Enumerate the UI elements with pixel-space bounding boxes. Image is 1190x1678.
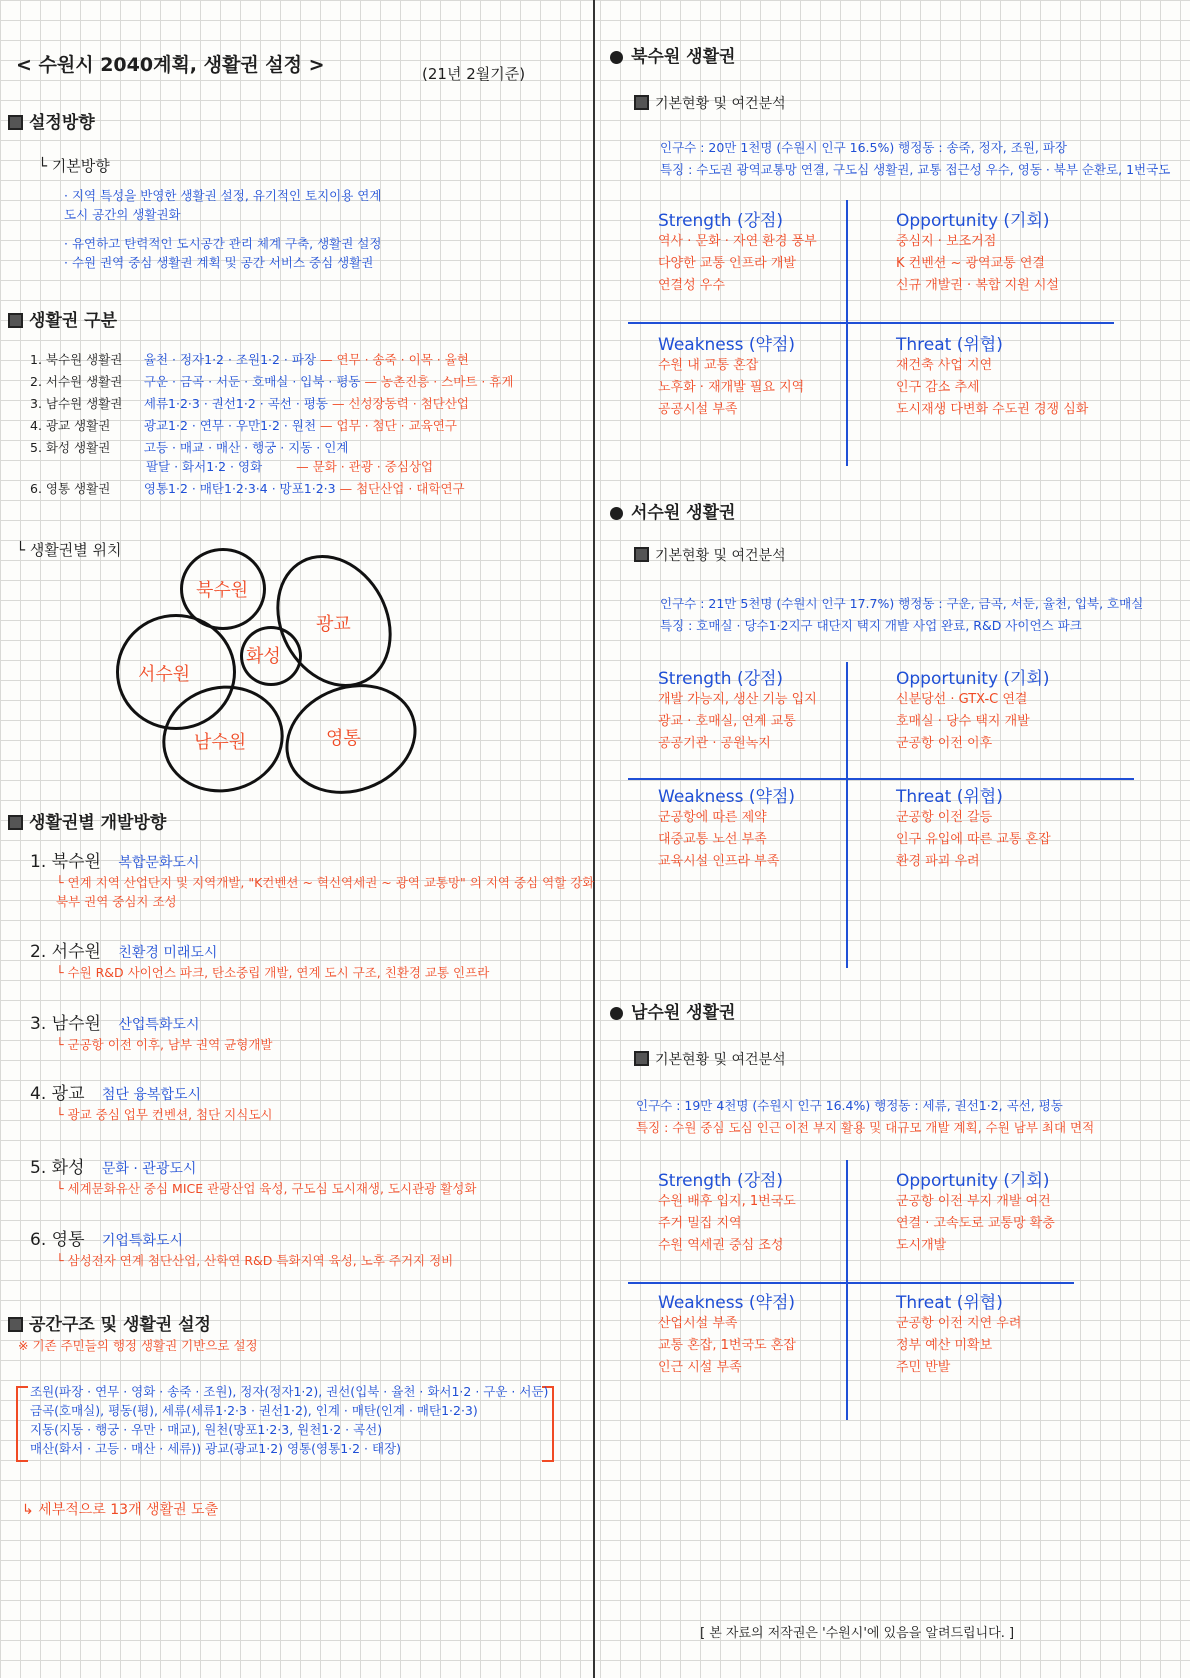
swot-threat: Threat (위협) 군공항 이전 갈등 인구 유입에 따른 교통 혼잡 환경 파괴 우려 bbox=[896, 787, 1051, 869]
region-title-seowon: 서수원 생활권 bbox=[610, 498, 735, 523]
spatial-line: 금곡(호매실), 평동(평), 세류(세류1·2·3 · 권선1·2), 인계 · 매탄(인계 · 매탄1·2·3) bbox=[30, 1403, 478, 1418]
swot-strength: Strength (강점) 수원 배후 입지, 1번국도 주거 밀집 지역 수원 역세권 중심 조성 bbox=[658, 1171, 796, 1253]
area-label: 화성 bbox=[246, 646, 281, 667]
division-row: 2. 서수원 생활권 구운 · 금곡 · 서둔 · 호매실 · 입북 · 평동 — 농촌진흥 · 스마트 · 휴게 bbox=[30, 374, 514, 389]
development-item: 6. 영통 기업특화도시 └ 삼성전자 연계 첨단산업, 산학연 R&D 특화지역 육성, 노후 주거지 정비 bbox=[30, 1230, 454, 1268]
swot-axis-horizontal bbox=[628, 1282, 1074, 1284]
development-list bbox=[30, 852, 595, 1290]
region-sub: 기본현황 및 여건분석 bbox=[634, 546, 786, 566]
spatial-result: ↳ 세부적으로 13개 생활권 도출 bbox=[22, 1502, 219, 1518]
development-item: 5. 화성 문화 · 관광도시 └ 세계문화유산 중심 MICE 관광산업 육성, 구도심 도시재생, 도시관광 활성화 bbox=[30, 1158, 477, 1196]
region-info: 특징 : 수원 중심 도심 인근 이전 부지 활용 및 대규모 개발 계획, 수원 남부 최대 면적 bbox=[636, 1120, 1095, 1135]
region-title-bukwon: 북수원 생활권 bbox=[610, 42, 735, 67]
swot-opportunity: Opportunity (기회) 중심지 · 보조거점 K 컨벤션 ~ 광역교통 연결 신규 개발권 · 복합 지원 시설 bbox=[896, 211, 1059, 293]
bullet-icon bbox=[610, 507, 623, 520]
area-label: 영통 bbox=[326, 728, 361, 749]
section-heading-division: 생활권 구분 bbox=[8, 306, 117, 331]
region-sub: 기본현황 및 여건분석 bbox=[634, 1050, 786, 1070]
spatial-line: 지동(지동 · 행궁 · 우만 · 매교), 원천(망포1·2·3, 원천1·2 · 곡선) bbox=[30, 1422, 383, 1437]
bullet-icon bbox=[610, 51, 623, 64]
bullet-icon bbox=[610, 1007, 623, 1020]
page-divider bbox=[593, 0, 595, 1678]
development-item: 3. 남수원 산업특화도시 └ 군공항 이전 이후, 남부 권역 균형개발 bbox=[30, 1014, 273, 1052]
direction-line: 도시 공간의 생활권화 bbox=[64, 207, 181, 222]
swot-threat: Threat (위협) 재건축 사업 지연 인구 감소 추세 도시재생 다변화 수도권 경쟁 심화 bbox=[896, 335, 1089, 417]
division-list bbox=[30, 350, 590, 498]
development-item: 2. 서수원 친환경 미래도시 └ 수원 R&D 사이언스 파크, 탄소중립 개발, 연계 도시 구조, 친환경 교통 인프라 bbox=[30, 942, 490, 980]
development-item: 1. 북수원 복합문화도시 └ 연계 지역 산업단지 및 지역개발, "K컨벤션 ~ 혁신역세권 ~ 광역 교통망" 의 지역 중심 역할 강화 북부 권역 중심지 조성 bbox=[30, 852, 595, 909]
swot-weakness: Weakness (약점) 산업시설 부족 교통 혼잡, 1번국도 혼잡 인근 시설 부족 bbox=[658, 1293, 796, 1375]
region-title-namwon: 남수원 생활권 bbox=[610, 998, 735, 1023]
page-title: < 수원시 2040계획, 생활권 설정 > bbox=[16, 54, 325, 76]
region-info: 인구수 : 21만 5천명 (수원시 인구 17.7%) 행정동 : 구운, 금곡, 서둔, 율천, 입북, 호매실 bbox=[660, 596, 1144, 611]
region-info: 인구수 : 19만 4천명 (수원시 인구 16.4%) 행정동 : 세류, 권선1·2, 곡선, 평동 bbox=[636, 1098, 1063, 1113]
swot-weakness: Weakness (약점) 수원 내 교통 혼잡 노후화 · 재개발 필요 지역 공공시설 부족 bbox=[658, 335, 805, 417]
checkbox-icon bbox=[634, 1051, 649, 1066]
copyright-footer: [ 본 자료의 저작권은 '수원시'에 있음을 알려드립니다. ] bbox=[700, 1626, 1015, 1641]
swot-axis-horizontal bbox=[628, 322, 1114, 324]
spatial-line: 조원(파장 · 연무 · 영화 · 송죽 · 조원), 정자(정자1·2), 권선(입북 · 율천 · 화서1·2 · 구운 · 서둔) bbox=[30, 1384, 549, 1399]
section-heading-spatial: 공간구조 및 생활권 설정 bbox=[8, 1310, 211, 1335]
subheading-location: └ 생활권별 위치 bbox=[16, 541, 122, 559]
direction-line: · 수원 권역 중심 생활권 계획 및 공간 서비스 중심 생활권 bbox=[64, 255, 374, 270]
swot-strength: Strength (강점) 개발 가능지, 생산 기능 입지 광교 · 호매실, 연계 교통 공공기관 · 공원녹지 bbox=[658, 669, 817, 751]
spatial-lines bbox=[30, 1382, 548, 1458]
area-label: 광교 bbox=[316, 614, 351, 635]
checkbox-icon bbox=[8, 313, 23, 328]
checkbox-icon bbox=[8, 1317, 23, 1332]
area-label: 서수원 bbox=[138, 664, 191, 685]
direction-lines bbox=[64, 186, 381, 272]
area-label: 북수원 bbox=[196, 580, 249, 601]
area-label: 남수원 bbox=[194, 732, 247, 753]
direction-line: · 지역 특성을 반영한 생활권 설정, 유기적인 토지이용 연계 bbox=[64, 188, 382, 203]
direction-line: · 유연하고 탄력적인 도시공간 관리 체계 구축, 생활권 설정 bbox=[64, 236, 382, 251]
checkbox-icon bbox=[8, 115, 23, 130]
division-row: 5. 화성 생활권 고등 · 매교 · 매산 · 행궁 · 지동 · 인계 bbox=[30, 440, 349, 455]
swot-axis-vertical bbox=[846, 662, 848, 968]
division-row: 1. 북수원 생활권 율천 · 정자1·2 · 조원1·2 · 파장 — 연무 · 송죽 · 이목 · 율현 bbox=[30, 352, 469, 367]
swot-opportunity: Opportunity (기회) 군공항 이전 부지 개발 여건 연결 · 고속도로 교통망 확충 도시개발 bbox=[896, 1171, 1055, 1253]
swot-threat: Threat (위협) 군공항 이전 지연 우려 정부 예산 미확보 주민 반발 bbox=[896, 1293, 1022, 1375]
region-info: 특징 : 수도권 광역교통망 연결, 구도심 생활권, 교통 접근성 우수, 영동 · 북부 순환로, 1번국도 bbox=[660, 162, 1171, 177]
division-row: 3. 남수원 생활권 세류1·2·3 · 권선1·2 · 곡선 · 평동 — 신성장동력 · 첨단산업 bbox=[30, 396, 470, 411]
swot-axis-horizontal bbox=[628, 778, 1134, 780]
swot-strength: Strength (강점) 역사 · 문화 · 자연 환경 풍부 다양한 교통 인프라 개발 연결성 우수 bbox=[658, 211, 817, 293]
spatial-line: 매산(화서 · 고등 · 매산 · 세류)) 광교(광교1·2) 영통(영통1·2 · 태장) bbox=[30, 1441, 402, 1456]
division-row: 6. 영통 생활권 영통1·2 · 매탄1·2·3·4 · 망포1·2·3 — 첨단산업 · 대학연구 bbox=[30, 481, 465, 496]
swot-opportunity: Opportunity (기회) 신분당선 · GTX-C 연결 호매실 · 당수 택지 개발 군공항 이전 이후 bbox=[896, 669, 1050, 751]
section-heading-direction: 설정방향 bbox=[8, 108, 95, 133]
bracket-left bbox=[16, 1386, 28, 1462]
swot-axis-vertical bbox=[846, 1160, 848, 1420]
checkbox-icon bbox=[8, 815, 23, 830]
region-info: 특징 : 호매실 · 당수1·2지구 대단지 택지 개발 사업 완료, R&D 사이언스 파크 bbox=[660, 618, 1082, 633]
region-info: 인구수 : 20만 1천명 (수원시 인구 16.5%) 행정동 : 송죽, 정자, 조원, 파장 bbox=[660, 140, 1067, 155]
checkbox-icon bbox=[634, 547, 649, 562]
division-row: 4. 광교 생활권 광교1·2 · 연무 · 우만1·2 · 원천 — 업무 · 첨단 · 교육연구 bbox=[30, 418, 457, 433]
spatial-note: ※ 기존 주민들의 행정 생활권 기반으로 설정 bbox=[18, 1338, 258, 1353]
development-item: 4. 광교 첨단 융복합도시 └ 광교 중심 업무 컨벤션, 첨단 지식도시 bbox=[30, 1084, 273, 1122]
page-date: (21년 2월기준) bbox=[422, 65, 526, 83]
checkbox-icon bbox=[634, 95, 649, 110]
subheading-basic-direction: └ 기본방향 bbox=[38, 157, 110, 175]
section-heading-development: 생활권별 개발방향 bbox=[8, 808, 166, 833]
swot-axis-vertical bbox=[846, 200, 848, 466]
region-sub: 기본현황 및 여건분석 bbox=[634, 94, 786, 114]
division-row: 팔달 · 화서1·2 · 영화 — 문화 · 관광 · 중심상업 bbox=[145, 459, 434, 474]
swot-weakness: Weakness (약점) 군공항에 따른 제약 대중교통 노선 부족 교육시설 인프라 부족 bbox=[658, 787, 795, 869]
